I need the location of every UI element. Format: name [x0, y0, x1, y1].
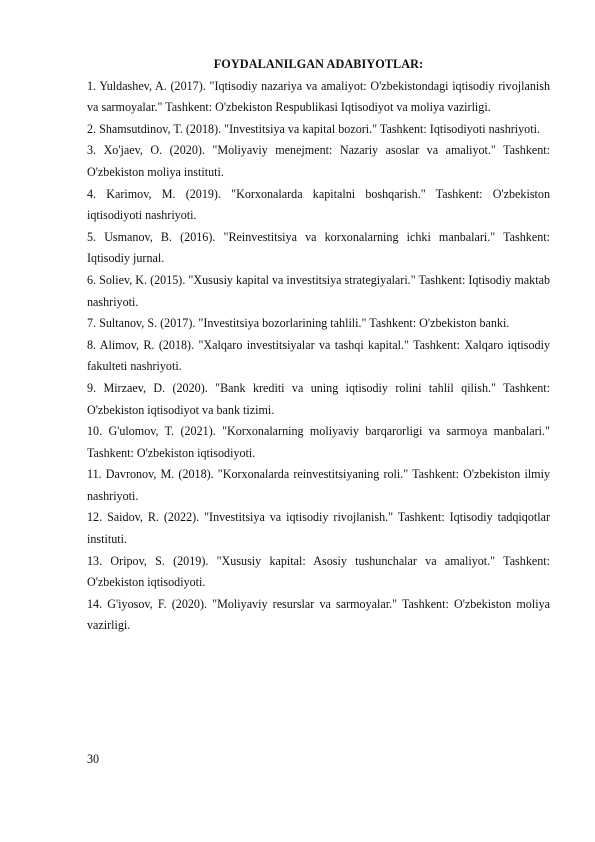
reference-item: 4. Karimov, M. (2019). "Korxonalarda kapitalni boshqarish." Tashkent: O'zbekiston iqtisodiyoti nashriyoti.: [87, 186, 550, 223]
reference-item: 7. Sultanov, S. (2017). "Investitsiya bozorlarining tahlili." Tashkent: O'zbekiston banki.: [87, 316, 510, 331]
reference-item: 6. Soliev, K. (2015). "Xususiy kapital va investitsiya strategiyalari." Tashkent: Iqtisodiy maktab nashriyoti.: [87, 272, 550, 309]
page-title: FOYDALANILGAN ADABIYOTLAR:: [213, 57, 424, 71]
reference-item: 12. Saidov, R. (2022). "Investitsiya va iqtisodiy rivojlanish." Tashkent: Iqtisodiy tadqiqotlar instituti.: [87, 510, 550, 547]
reference-item: 14. G'iyosov, F. (2020). "Moliyaviy resurslar va sarmoyalar." Tashkent: O'zbekiston moliya vazirligi.: [87, 596, 550, 633]
reference-item: 3. Xo'jaev, O. (2020). "Moliyaviy menejment: Nazariy asoslar va amaliyot." Tashkent: O'zbekiston moliya instituti.: [87, 143, 550, 179]
reference-item: 2. Shamsutdinov, T. (2018). "Investitsiya va kapital bozori." Tashkent: Iqtisodiyoti nashriyoti.: [87, 121, 540, 136]
page-number: 30: [87, 752, 100, 766]
reference-item: 11. Davronov, M. (2018). "Korxonalarda reinvestitsiyaning roli." Tashkent: O'zbekiston ilmiy nashriyoti.: [87, 467, 550, 503]
references-section: [87, 54, 550, 637]
reference-item: 10. G'ulomov, T. (2021). "Korxonalarning moliyaviy barqarorligi va sarmoya manbalari." Tashkent: O'zbekiston iqtisodiyoti.: [87, 424, 550, 460]
reference-item: 1. Yuldashev, A. (2017). "Iqtisodiy nazariya va amaliyot: O'zbekistondagi iqtisodiy rivojlanish va sarmoyalar." Tashkent: O'zbekiston Respublikasi Iqtisodiyot va moliya vazirligi.: [87, 78, 550, 115]
reference-item: 13. Oripov, S. (2019). "Xususiy kapital: Asosiy tushunchalar va amaliyot." Tashkent: O'zbekiston iqtisodiyoti.: [87, 553, 550, 590]
reference-item: 9. Mirzaev, D. (2020). "Bank krediti va uning iqtisodiy rolini tahlil qilish." Tashkent: O'zbekiston iqtisodiyot va bank tizimi.: [87, 380, 550, 417]
reference-item: 8. Alimov, R. (2018). "Xalqaro investitsiyalar va tashqi kapital." Tashkent: Xalqaro iqtisodiy fakulteti nashriyoti.: [87, 337, 550, 374]
reference-item: 5. Usmanov, B. (2016). "Reinvestitsiya va korxonalarning ichki manbalari." Tashkent: Iqtisodiy jurnal.: [87, 229, 550, 266]
